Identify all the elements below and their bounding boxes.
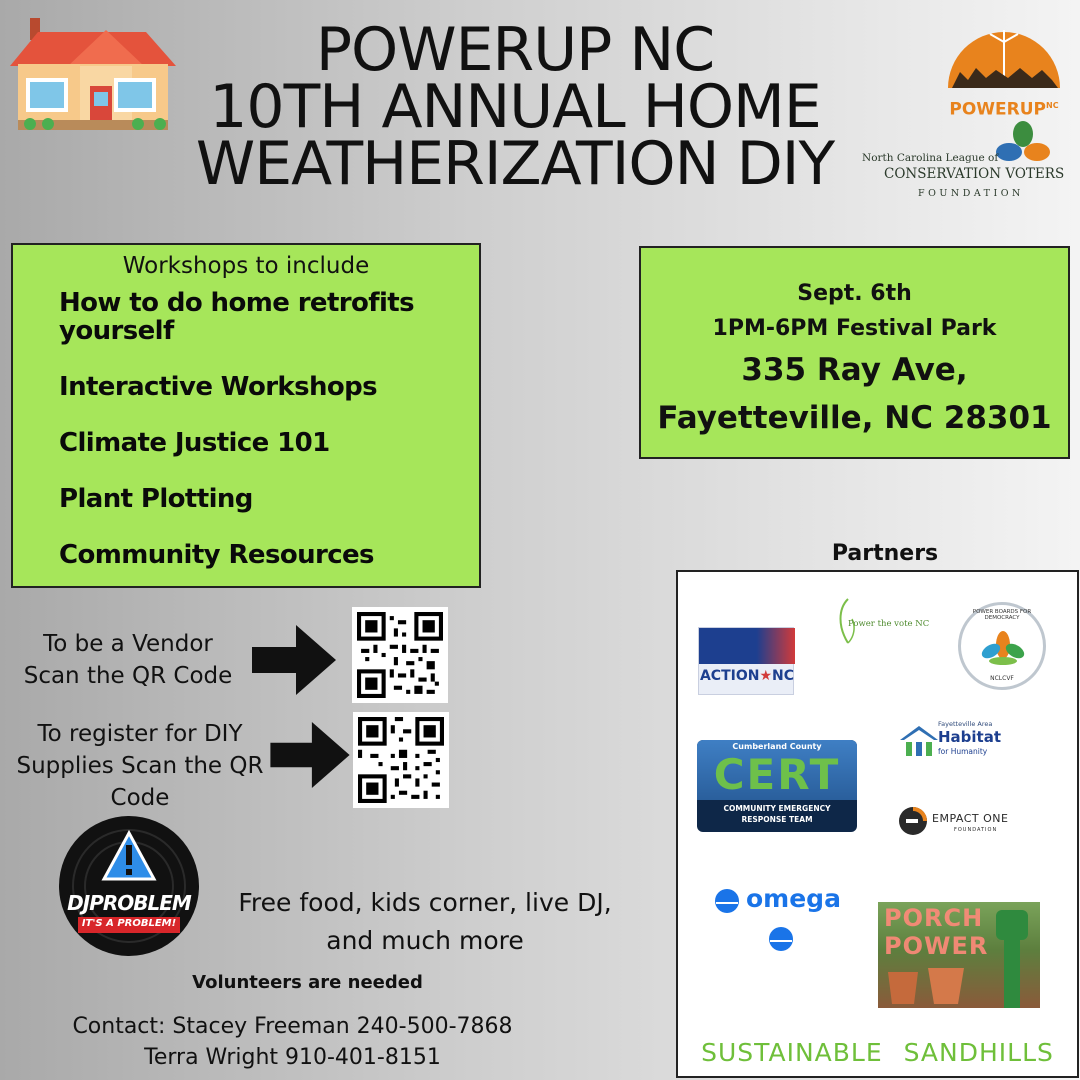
contact-line-1: Contact: Stacey Freeman 240-500-7868 [72,1014,513,1039]
powerup-brand: POWERUP [949,99,1047,120]
title-line-1: POWERUP NC [315,15,715,85]
cert-title: CERT [713,750,841,799]
action-nc-suffix: NC [772,668,795,684]
wind-turbine-icon [946,28,1062,90]
diy-qr-code[interactable] [353,712,449,808]
porch-line-2: POWER [884,932,989,960]
powerup-nc-logo [946,28,1062,118]
dj-problem-logo [58,815,200,957]
omega-icon [768,926,794,952]
empact-one-logo [898,804,1038,840]
diy-instructions [10,718,270,814]
power-boards-text: POWER BOARDS FOR DEMOCRACY [972,609,1032,621]
habitat-house-icon [900,726,938,756]
event-time: 1PM-6PM Festival Park [712,316,997,341]
dj-name: DJPROBLEM [67,891,191,915]
diy-line-1: To register for DIY [37,721,243,747]
event-date: Sept. 6th [797,281,912,306]
action-nc-text: ACTION [699,668,760,684]
vendor-qr-code[interactable] [352,607,448,703]
arrow-right-icon [270,722,350,792]
habitat-logo [900,720,1010,762]
cert-line-1: COMMUNITY EMERGENCY [723,804,831,813]
house-icon [8,14,178,132]
workshop-item-climate-justice: Climate Justice 101 [59,428,330,458]
title-line-3: WEATHERIZATION DIY [195,129,835,199]
workshop-item-community-resources: Community Resources [59,540,374,570]
qr-code-icon [357,612,443,698]
workshop-item-retrofits: How to do home retrofits yourself [59,288,415,346]
dj-tagline: IT'S A PROBLEM! [81,918,177,929]
power-the-vote-logo [834,597,934,652]
cert-line-2: RESPONSE TEAM [741,815,813,824]
porch-power-logo [878,902,1040,1008]
power-boards-sub: NCLCVF [990,675,1014,682]
habitat-sub: for Humanity [938,747,988,756]
diy-line-3: Code [110,785,170,811]
workshops-box [11,243,481,588]
title-line-2: 10TH ANNUAL HOME [209,72,821,142]
lotus-icon [979,623,1027,671]
action-nc-logo: ACTION★NC [698,627,794,695]
omega-logo [714,884,854,924]
diy-line-2: Supplies Scan the QR [16,753,264,779]
workshop-item-plant-plotting: Plant Plotting [59,484,253,514]
page-title [170,15,860,199]
extras-line-1: Free food, kids corner, live DJ, [238,888,612,917]
vendor-line-2: Scan the QR Code [23,663,233,689]
fist-icon [990,904,1034,1008]
cert-logo [697,740,857,832]
empact-sub: FOUNDATION [954,827,998,833]
empact-icon [898,806,928,836]
partners-box [676,570,1079,1078]
flower-pots-icon [888,964,978,1004]
omega-icon [714,888,740,914]
partners-heading: Partners [831,541,939,566]
empact-main: EMPACT ONE [932,812,1009,825]
powerup-suffix: NC [1046,101,1059,110]
sustainable-sandhills-logo: SUSTAINABLE SANDHILLS [701,1038,1054,1067]
omega-text: omega [746,884,841,913]
workshop-item-interactive: Interactive Workshops [59,372,378,402]
power-the-vote-text: Power the vote NC [848,619,930,629]
event-city: Fayetteville, NC 28301 [657,400,1052,436]
habitat-top: Fayetteville Area [938,720,993,728]
lcv-line-3: FOUNDATION [918,188,1024,199]
workshops-heading: Workshops to include [122,253,370,279]
vendor-line-1: To be a Vendor [43,631,213,657]
volunteers-note: Volunteers are needed [192,972,423,993]
porch-line-1: PORCH [884,904,984,932]
arrow-right-icon [252,625,336,699]
qr-code-icon [358,717,444,803]
cert-county: Cumberland County [732,742,822,751]
lcv-foundation-logo [858,120,1073,205]
extras-line-2: and much more [326,926,524,955]
lcv-line-1: North Carolina League of [862,152,999,164]
extras-text [225,884,625,960]
lcv-line-2: CONSERVATION VOTERS [884,166,1065,182]
habitat-main: Habitat [938,728,1002,746]
contact-line-2: Terra Wright 910-401-8151 [144,1045,441,1070]
event-street: 335 Ray Ave, [741,352,968,388]
vendor-instructions [8,628,248,692]
power-boards-logo [958,602,1046,690]
event-details-box [639,246,1070,459]
